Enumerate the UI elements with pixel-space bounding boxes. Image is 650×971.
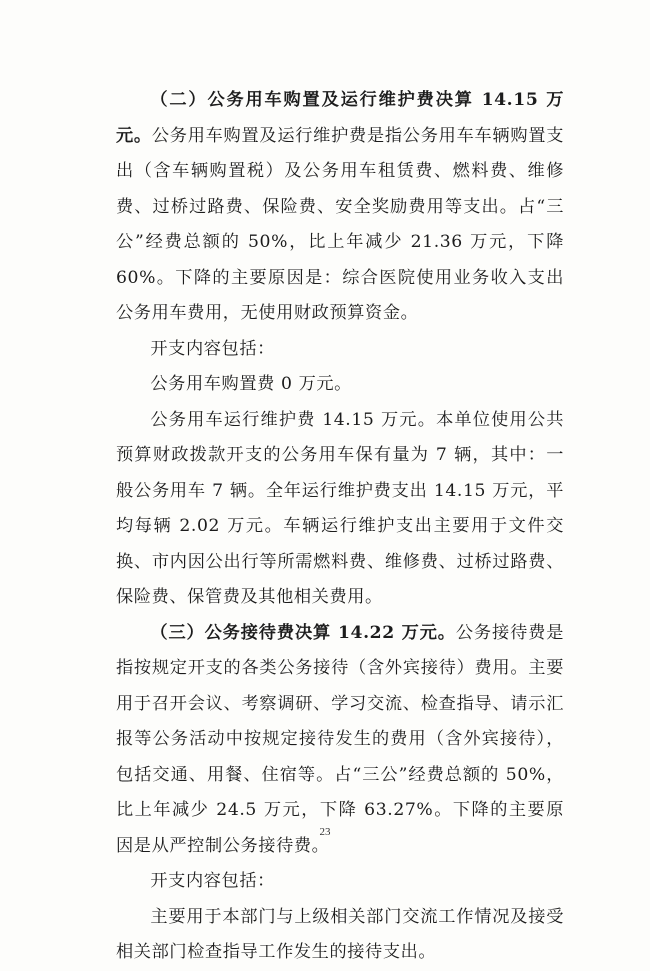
paragraph-text: 公务用车购置费 0 万元。	[150, 374, 352, 394]
paragraph-expense-content-label	[116, 332, 564, 368]
paragraph-text: 公务用车购置及运行维护费是指公务用车车辆购置支出（含车辆购置税）及公务用车租赁费、燃料费、维修费、过桥过路费、保险费、安全奖励费用等支出。占“三公”经费总额的 50%，比上年减少 21.36 万元，下降 60%。下降的主要原因是：综合医院使用业务收入支出公务用车费用，无使用财政预算资金。	[116, 125, 564, 323]
heading-vehicle-expense: （二）公务用车购置及运行维护费决算 14.15 万元。	[116, 90, 564, 146]
paragraph-expense-content-label-2	[116, 864, 564, 900]
paragraph-reception-usage	[116, 900, 564, 971]
paragraph-text: 公务接待费是指按规定开支的各类公务接待（含外宾接待）费用。主要用于召开会议、考察调研、学习交流、检查指导、请示汇报等公务活动中按规定接待发生的费用（含外宾接待），包括交通、用餐、住宿等。占“三公”经费总额的 50%，比上年减少 24.5 万元，下降 63.27%。下降的主要原因是从严控制公务接待费。	[116, 622, 564, 856]
paragraph-text: 主要用于本部门与上级相关部门交流工作情况及接受相关部门检查指导工作发生的接待支出。	[116, 906, 564, 962]
paragraph-vehicle-maintenance	[116, 403, 564, 616]
heading-reception-expense: （三）公务接待费决算 14.22 万元。	[150, 622, 456, 643]
paragraph-text: 开支内容包括：	[150, 338, 275, 359]
paragraph-text: 开支内容包括：	[150, 871, 275, 891]
paragraph-text: 公务用车运行维护费 14.15 万元。本单位使用公共预算财政拨款开支的公务用车保有量为 7 辆，其中：一般公务用车 7 辆。全年运行维护费支出 14.15 万元，平均每辆 2.02 万元。车辆运行维护支出主要用于文件交换、市内因公出行等所需燃料费、维修费、过桥过路费、保险费、保管费及其他相关费用。	[116, 409, 564, 607]
paragraph-vehicle-expense	[116, 83, 564, 332]
page-number: 23	[319, 826, 331, 838]
paragraph-vehicle-purchase	[116, 367, 564, 403]
